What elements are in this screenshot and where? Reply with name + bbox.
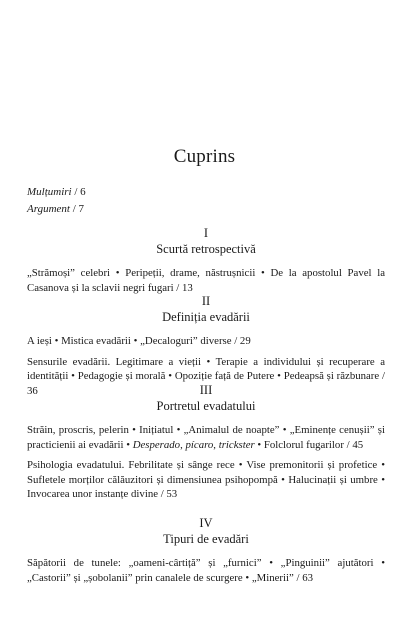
section-4 xyxy=(27,515,385,591)
toc-entry: Psihologia evadatului. Febrilitate și sânge rece • Vise premonitorii și profetice • Sufletele morților călăuzitori și dimensiunea psihopompă • Halucinații și umbre • Invocarea unor instanțe divine / 53 xyxy=(27,459,385,501)
section-number: II xyxy=(201,294,211,308)
front-matter-label: Mulțumiri xyxy=(27,186,72,198)
section-title: Portretul evadatului xyxy=(156,399,256,413)
toc-entry: Săpătorii de tunele: „oameni-cârtiță” și „furnici” • „Pinguinii” ajutători • „Castorii” și „șobolanii” prin canalele de scurgere • „Minerii” / 63 xyxy=(27,557,385,584)
toc-entry: Sensurile evadării. Legitimare a vieții • Terapie a individului și recuperare a identității • Pedagogie și morală • Opoziție față de Putere • Pedeapsă și răzbunare / 36 xyxy=(27,355,385,397)
front-matter-item xyxy=(27,201,86,218)
section-title: Tipuri de evadări xyxy=(163,532,249,546)
page-title: Cuprins xyxy=(173,146,236,167)
front-matter-label: Argument xyxy=(27,203,70,215)
front-matter-item xyxy=(27,184,86,201)
toc-entry: A ieși • Mistica evadării • „Decaloguri” diverse / 29 xyxy=(27,335,251,347)
front-matter-page: / 7 xyxy=(69,203,85,215)
toc-entry xyxy=(27,423,385,452)
section-number: I xyxy=(203,226,209,240)
front-matter-page: / 6 xyxy=(71,186,86,198)
toc-entry: „Strămoși” celebri • Peripeții, drame, năstrușnicii • De la apostolul Pavel la Casanova și la sclavii negri fugari / 13 xyxy=(27,267,385,294)
section-1 xyxy=(27,225,385,301)
section-title: Scurtă retrospectivă xyxy=(156,242,256,256)
section-3 xyxy=(27,382,385,508)
section-number: III xyxy=(199,383,213,397)
entry-text: Străin, proscris, pelerin • Inițiatul • „Animalul de noapte” • „Eminențe cenușii” și practicienii ai evadării • Desperado, pícaro, trickster • Folclorul fugarilor / 45 xyxy=(27,424,385,451)
section-title: Definiția evadării xyxy=(162,310,250,324)
section-number: IV xyxy=(199,516,213,530)
front-matter xyxy=(27,184,86,218)
